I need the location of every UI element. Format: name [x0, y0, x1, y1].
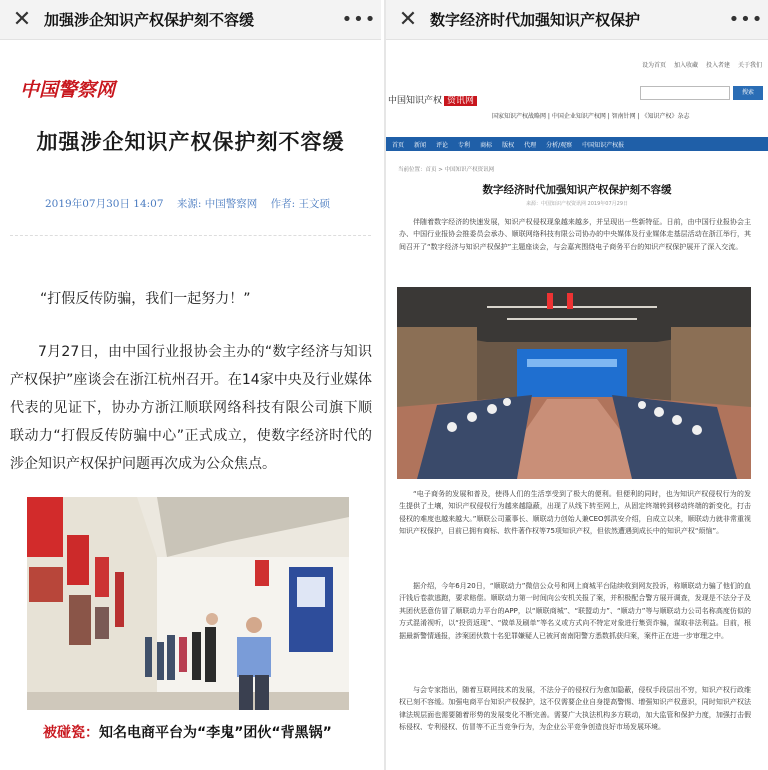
right-paragraph-3: 据介绍，今年6月20日，“顺联动力”微信公众号和网上商城平台陆续收到网友投诉，称顺联动力骗了他们的血汗钱后卷款逃跑，要求赔偿。顺联动力第一时间向公安机关报了案，并积极配合警方展开调查，发现是不法分子及其团伙恶意仿冒了顺联动力平台的APP，以“顺联商城”、“联盟动力”、“顺动力”等与顺联动力公司名称高度仿似的方式混淆视听，以“投资返现”、“做单及刷单”等名义或方式向不特定对象进行集资诈骗，谋取非法利益。目前，根据最新警情通报，涉案团伙数十名犯罪嫌疑人已被河南南阳警方悉数抓获归案，案件正在进一步审理之中。	[399, 582, 751, 640]
conference-illustration	[397, 287, 751, 479]
article-author: 作者: 王文硕	[270, 198, 330, 210]
article-date: 2019年07月30日 14:07	[45, 198, 164, 210]
nav-item[interactable]: 首页	[392, 141, 405, 149]
sub-links[interactable]: 国家知识产权战略网 | 中国企业知识产权网 | 智南针网 | 《知识产权》杂志	[492, 113, 690, 120]
article-source: 来源: 中国警察网	[176, 198, 258, 210]
photo-caption	[43, 722, 332, 742]
nav-item[interactable]: 代理	[524, 141, 537, 149]
right-article-title: 数字经济时代加强知识产权保护刻不容缓	[482, 184, 672, 196]
article-photo	[27, 497, 349, 710]
site-logo-text: 中国知识产权	[388, 96, 443, 106]
top-nav-item[interactable]: 投入者建	[705, 62, 730, 69]
top-nav-item[interactable]: 关于我们	[737, 62, 762, 69]
search-button[interactable]: 搜索	[733, 86, 763, 100]
right-paragraph-4: 与会专家指出，随着互联网技术的发展，不法分子的侵权行为愈加隐蔽，侵权手段层出不穷，知识产权行政维权已刻不容缓。加强电商平台知识产权保护，这不仅需要企业自身提高警惕、增强知识产权意识，同时知识产权法律法规层面也需要随着形势的发展变化不断完善。需要广大执法机构多方联动，加大监管和保护力度，加强打击假标侵权、专利侵权、仿冒等不正当竞争行为，为企业公平竞争创造良好市场发展环境。	[399, 686, 751, 732]
left-wechat-titlebar	[0, 0, 381, 40]
conference-photo	[397, 287, 751, 479]
main-nav-bar	[386, 137, 768, 151]
nav-item[interactable]: 版权	[502, 141, 515, 149]
article-paragraph: 7月27日，由中国行业报协会主办的“数字经济与知识产权保护”座谈会在浙江杭州召开。在14家中央及行业媒体代表的见证下，协办方浙江顺联网络科技有限公司旗下顺联动力“打假反传防骗中心”正式成立，使数字经济时代的涉企知识产权保护问题再次成为公众焦点。	[10, 344, 372, 472]
nav-item[interactable]: 中国知识产权报	[582, 141, 625, 149]
divider	[10, 235, 371, 236]
site-logo-tag: 资讯网	[444, 96, 477, 106]
caption-text: 知名电商平台为“李鬼”团伙“背黑锅”	[99, 725, 332, 741]
nav-item[interactable]: 新闻	[414, 141, 427, 149]
top-nav-item[interactable]: 加入收藏	[673, 62, 698, 69]
nav-item[interactable]: 分析/观察	[546, 141, 573, 149]
top-nav-item[interactable]: 设为首页	[641, 62, 666, 69]
right-wechat-titlebar	[386, 0, 768, 40]
right-paragraph-2: “电子商务的发展和普及，使得人们的生活享受到了极大的便利。但便利的同时，也为知识产权侵权行为的发生提供了土壤，知识产权侵权行为越来越隐蔽，出现了从线下转至网上，从固定终端转到移动终端的新变化，打击侵权的难度也越来越大。”顺联公司董事长、顺联动力创始人兼CEO郭洪安介绍，自成立以来，顺联动力就非常重视知识产权保护，目前已拥有商标、软件著作权等75项知识产权，但依然遭遇到成长中的知识产权“烦恼”。	[399, 490, 751, 536]
article-meta	[45, 196, 340, 211]
right-paragraph-1: 伴随着数字经济的快速发展，知识产权侵权现象越来越多，并呈现出一些新特征。日前，由中国行业报协会主办、中国行业报协会推委员会承办、顺联网络科技有限公司协办的中央媒体及行业媒体走基层活动在浙江举行，其间召开了“数字经济与知识产权保护”主题座谈会，与会嘉宾围绕电子商务平台的知识产权保护展开了深入交流。	[399, 218, 751, 251]
more-icon[interactable]: •••	[341, 9, 377, 30]
left-window-title: 加强涉企知识产权保护刻不容缓	[44, 11, 255, 29]
site-logo[interactable]: 中国警察网	[20, 79, 116, 101]
photo-illustration	[27, 497, 349, 710]
nav-item[interactable]: 专利	[458, 141, 471, 149]
article-title: 加强涉企知识产权保护刻不容缓	[36, 130, 345, 154]
left-screenshot-panel	[0, 0, 381, 770]
search-input[interactable]	[640, 86, 730, 100]
caption-prefix: 被碰瓷：	[43, 725, 99, 741]
right-article-meta: 来源：中国知识产权资讯网 2019年07月29日	[525, 201, 629, 207]
site-top-nav	[642, 60, 762, 69]
more-icon[interactable]: •••	[728, 9, 764, 30]
breadcrumb: 当前位置：首页 > 中国知识产权资讯网	[398, 167, 495, 173]
article-quote: “打假反传防骗，我们一起努力！”	[40, 291, 251, 307]
close-icon[interactable]: ✕	[12, 7, 32, 32]
close-icon[interactable]: ✕	[398, 7, 418, 32]
site-logo-right[interactable]	[388, 93, 477, 106]
nav-item[interactable]: 商标	[480, 141, 493, 149]
right-window-title: 数字经济时代加强知识产权保护	[430, 11, 641, 29]
nav-item[interactable]: 评论	[436, 141, 449, 149]
